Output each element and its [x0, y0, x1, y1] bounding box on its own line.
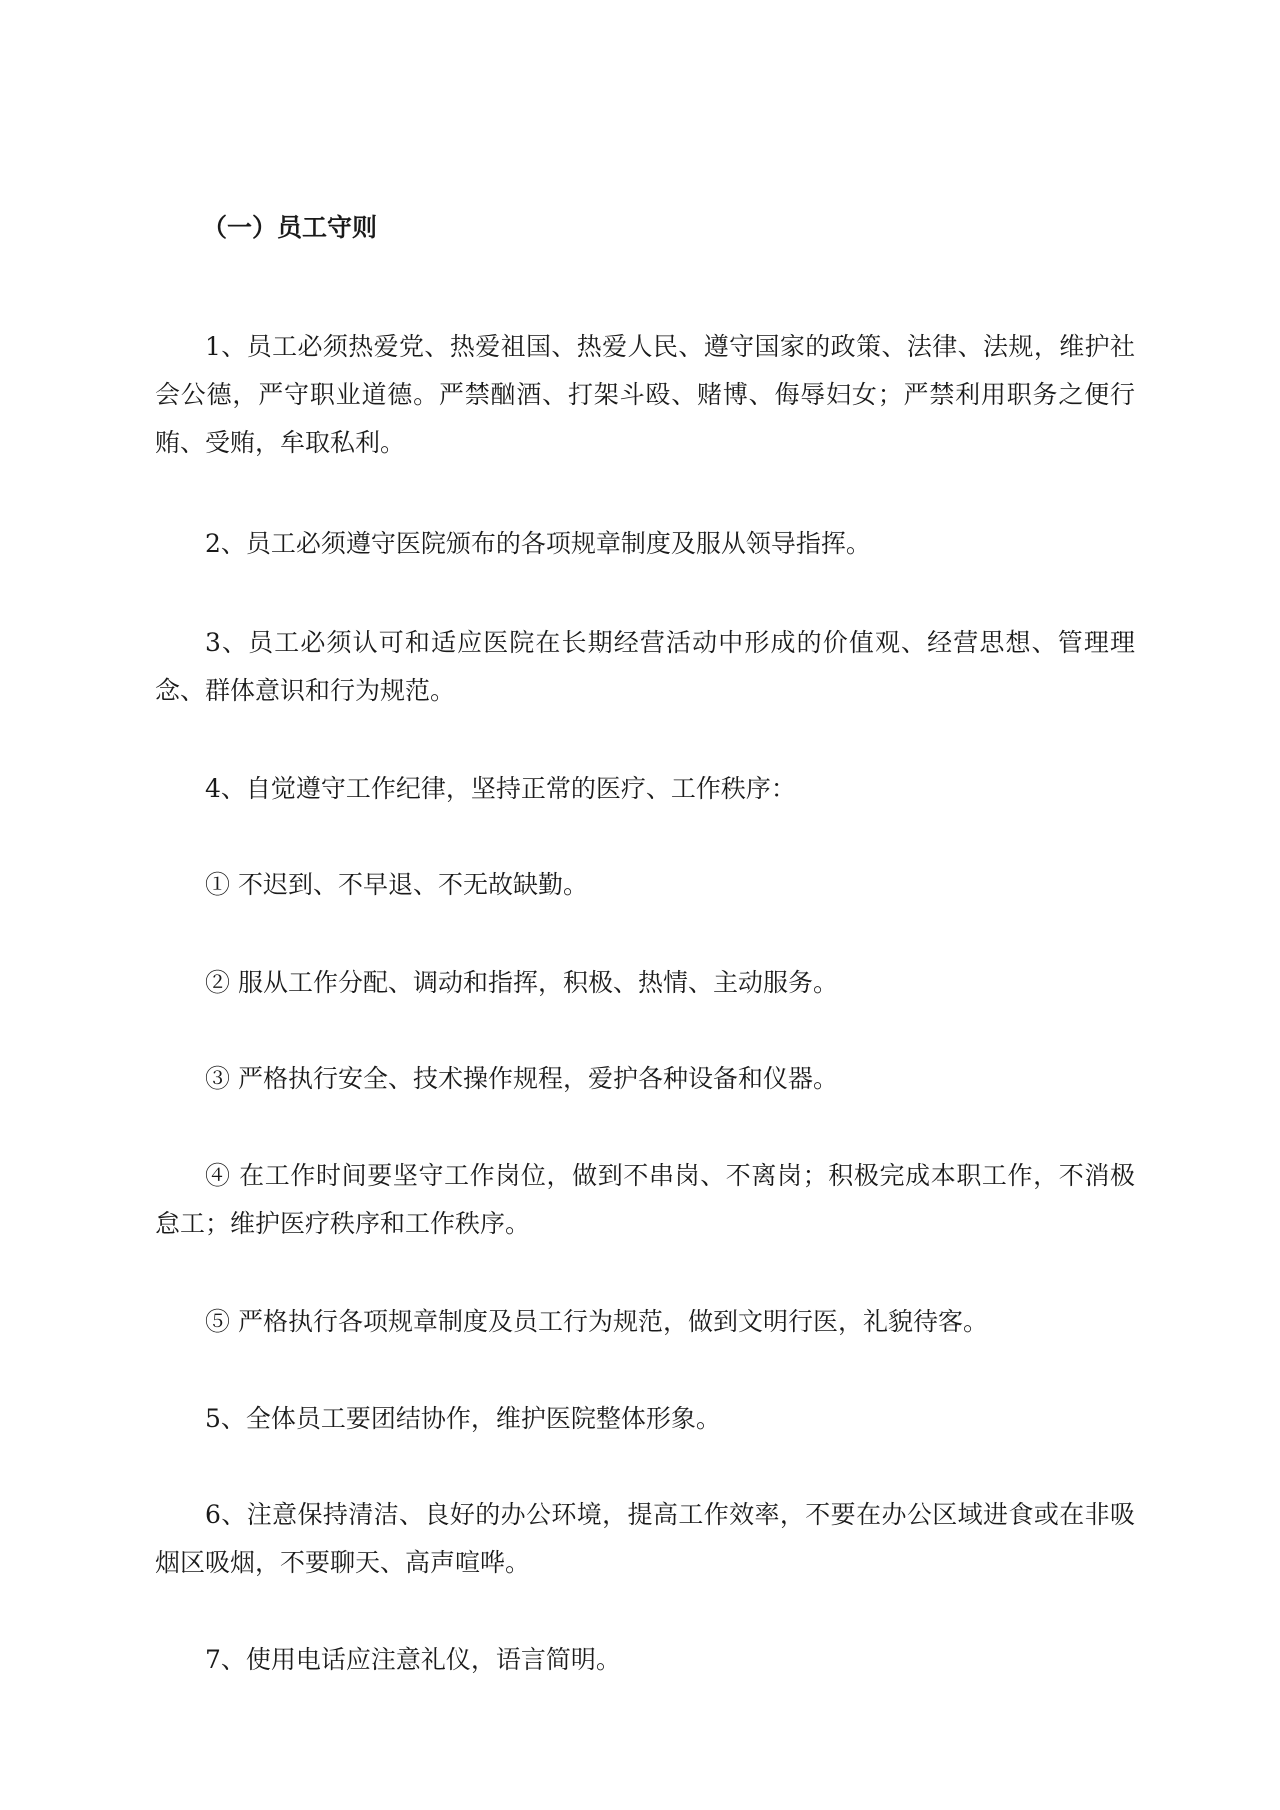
rule-4-subitem-4: ④ 在工作时间要坚守工作岗位，做到不串岗、不离岗；积极完成本职工作，不消极怠工；维护医疗秩序和工作秩序。 — [155, 1161, 1135, 1238]
rule-6-paragraph: 6、注意保持清洁、良好的办公环境，提高工作效率，不要在办公区域进食或在非吸烟区吸烟，不要聊天、高声喧哗。 — [155, 1500, 1135, 1577]
rule-2-paragraph: 2、员工必须遵守医院颁布的各项规章制度及服从领导指挥。 — [205, 529, 871, 558]
rule-4-subitem-1: ① 不迟到、不早退、不无故缺勤。 — [205, 870, 588, 899]
rule-5-paragraph: 5、全体员工要团结协作，维护医院整体形象。 — [205, 1404, 721, 1433]
rule-7-paragraph: 7、使用电话应注意礼仪，语言简明。 — [205, 1645, 621, 1674]
rule-4-subitem-5: ⑤ 严格执行各项规章制度及员工行为规范，做到文明行医，礼貌待客。 — [205, 1307, 988, 1336]
rule-3-paragraph: 3、员工必须认可和适应医院在长期经营活动中形成的价值观、经营思想、管理理念、群体意识和行为规范。 — [155, 628, 1135, 705]
rule-4-subitem-2: ② 服从工作分配、调动和指挥，积极、热情、主动服务。 — [205, 968, 838, 997]
rule-1-paragraph: 1、员工必须热爱党、热爱祖国、热爱人民、遵守国家的政策、法律、法规，维护社会公德，严守职业道德。严禁酗酒、打架斗殴、赌博、侮辱妇女；严禁利用职务之便行贿、受贿，牟取私利。 — [155, 332, 1135, 457]
rule-4-paragraph: 4、自觉遵守工作纪律，坚持正常的医疗、工作秩序： — [205, 774, 796, 803]
rule-4-subitem-3: ③ 严格执行安全、技术操作规程，爱护各种设备和仪器。 — [205, 1064, 838, 1093]
section-heading: （一）员工守则 — [202, 213, 378, 242]
